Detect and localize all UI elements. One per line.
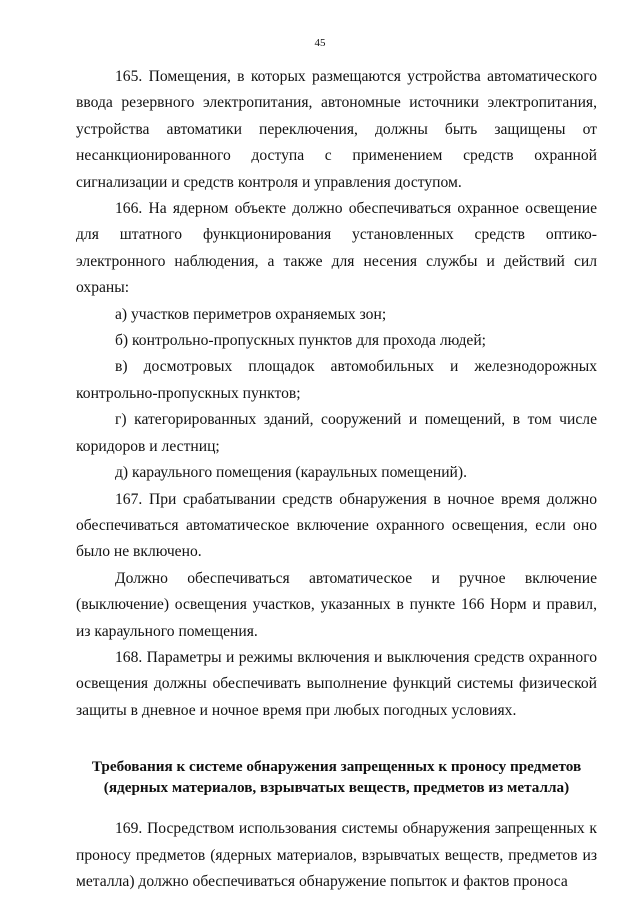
list-item-g: г) категорированных зданий, сооружений и помещений, в том числе коридоров и лестниц; <box>76 411 597 455</box>
section-heading-line-1: Требования к системе обнаружения запрещенных к проносу предметов <box>91 758 582 776</box>
list-item-a: а) участков периметров охраняемых зон; <box>115 305 387 323</box>
paragraph-167-continued: Должно обеспечиваться автоматическое и ручное включение (выключение) освещения участков, указанных в пункте 166 Норм и правил, из караульного помещения. <box>76 569 597 640</box>
document-body <box>76 64 597 895</box>
section-heading <box>76 756 597 798</box>
list-item-d: д) караульного помещения (караульных помещений). <box>115 464 467 482</box>
paragraph-165: 165. Помещения, в которых размещаются устройства автоматического ввода резервного электропитания, автономные источники электропитания, устройства автоматики переключения, должны быть защищены от несанкционированного доступа с применением средств охранной сигнализации и средств контроля и управления доступом. <box>76 68 597 191</box>
page-number: 45 <box>314 37 326 49</box>
list-item-v: в) досмотровых площадок автомобильных и железнодорожных контрольно-пропускных пунктов; <box>76 358 597 402</box>
paragraph-167: 167. При срабатывании средств обнаружения в ночное время должно обеспечиваться автоматическое включение охранного освещения, если оно было не включено. <box>76 490 597 561</box>
section-heading-line-2: (ядерных материалов, взрывчатых веществ, предметов из металла) <box>103 779 570 797</box>
list-item-b: б) контрольно-пропускных пунктов для прохода людей; <box>115 332 487 350</box>
paragraph-169: 169. Посредством использования системы обнаружения запрещенных к проносу предметов (ядерных материалов, взрывчатых веществ, предметов из металла) должно обеспечиваться обнаружение попыток и фактов проноса <box>76 820 597 890</box>
paragraph-166: 166. На ядерном объекте должно обеспечиваться охранное освещение для штатного функционирования установленных средств оптико-электронного наблюдения, а также для несения службы и действий сил охраны: <box>76 200 597 297</box>
paragraph-168: 168. Параметры и режимы включения и выключения средств охранного освещения должны обеспечивать выполнение функций системы физической защиты в дневное и ночное время при любых погодных условиях. <box>76 648 597 719</box>
